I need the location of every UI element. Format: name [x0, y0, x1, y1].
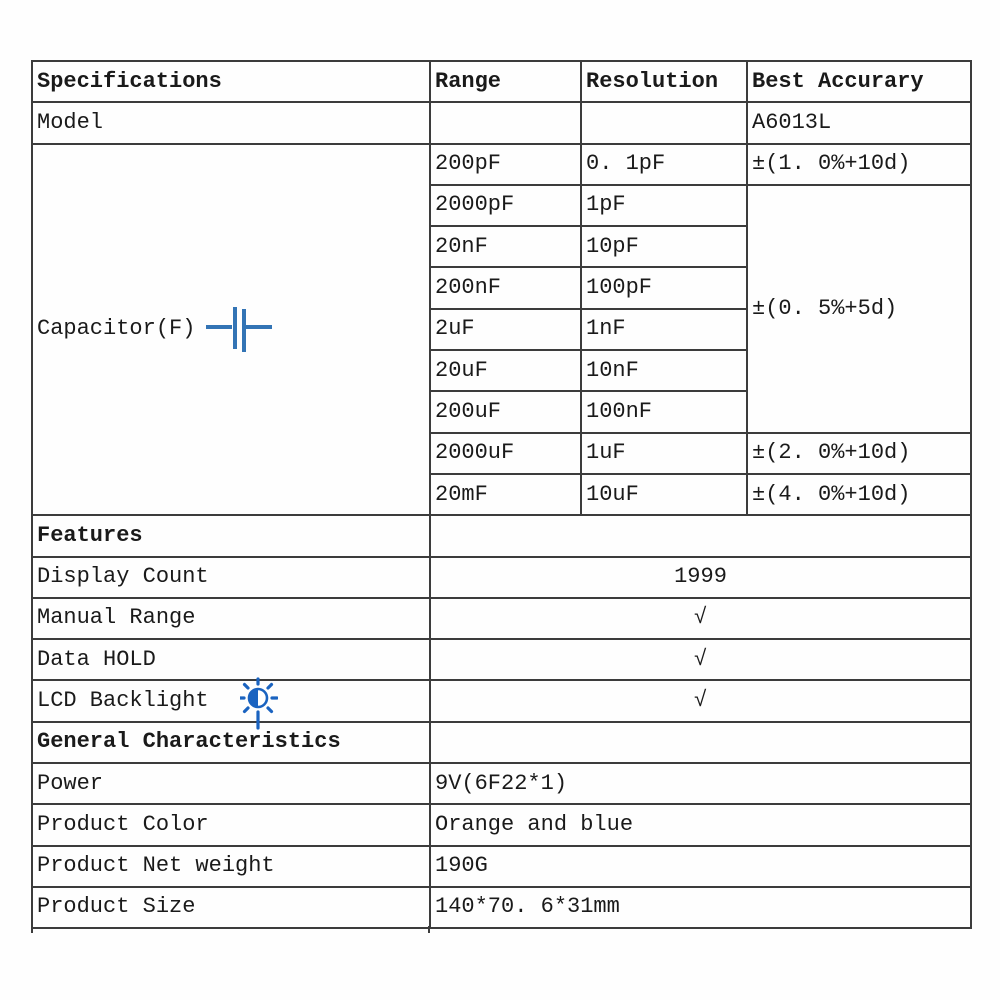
model-resolution-empty	[581, 102, 747, 143]
table-bottom-stub-line	[31, 926, 33, 933]
range-cell: 200nF	[430, 267, 581, 308]
range-cell: 20mF	[430, 474, 581, 515]
general-section-empty	[430, 722, 971, 763]
resolution-cell: 1nF	[581, 309, 747, 350]
resolution-cell: 10nF	[581, 350, 747, 391]
range-cell: 2000pF	[430, 185, 581, 226]
feature-label: LCD Backlight	[32, 680, 430, 721]
feature-row	[32, 639, 971, 680]
general-label: Power	[32, 763, 430, 804]
capacitor-label-cell	[32, 144, 430, 516]
range-cell: 200pF	[430, 144, 581, 185]
features-section-title: Features	[32, 515, 430, 556]
model-value: A6013L	[747, 102, 971, 143]
col-header-resolution: Resolution	[581, 61, 747, 102]
range-cell: 20uF	[430, 350, 581, 391]
col-header-range: Range	[430, 61, 581, 102]
range-cell: 200uF	[430, 391, 581, 432]
general-value: Orange and blue	[430, 804, 971, 845]
general-label: Product Net weight	[32, 846, 430, 887]
feature-value-checkmark: √	[430, 680, 971, 721]
capacitor-row	[32, 144, 971, 185]
resolution-cell: 10uF	[581, 474, 747, 515]
general-value: 190G	[430, 846, 971, 887]
col-header-specifications: Specifications	[32, 61, 430, 102]
general-row	[32, 887, 971, 928]
features-section-empty	[430, 515, 971, 556]
range-cell: 2uF	[430, 309, 581, 350]
general-label: Product Color	[32, 804, 430, 845]
resolution-cell: 0. 1pF	[581, 144, 747, 185]
feature-value: 1999	[430, 557, 971, 598]
general-section-title: General Characteristics	[32, 722, 430, 763]
feature-row	[32, 680, 971, 721]
model-row	[32, 102, 971, 143]
capacitor-label: Capacitor(F)	[37, 316, 196, 342]
feature-value-checkmark: √	[430, 598, 971, 639]
range-cell: 20nF	[430, 226, 581, 267]
general-value: 140*70. 6*31mm	[430, 887, 971, 928]
feature-label: Data HOLD	[32, 639, 430, 680]
resolution-cell: 100pF	[581, 267, 747, 308]
resolution-cell: 1pF	[581, 185, 747, 226]
accuracy-cell: ±(1. 0%+10d)	[747, 144, 971, 185]
general-value: 9V(6F22*1)	[430, 763, 971, 804]
resolution-cell: 10pF	[581, 226, 747, 267]
model-label: Model	[32, 102, 430, 143]
general-row	[32, 763, 971, 804]
accuracy-cell: ±(4. 0%+10d)	[747, 474, 971, 515]
general-row	[32, 804, 971, 845]
feature-row	[32, 557, 971, 598]
feature-value-checkmark: √	[430, 639, 971, 680]
feature-row	[32, 598, 971, 639]
resolution-cell: 100nF	[581, 391, 747, 432]
accuracy-cell: ±(2. 0%+10d)	[747, 433, 971, 474]
features-section-row	[32, 515, 971, 556]
general-row	[32, 846, 971, 887]
model-range-empty	[430, 102, 581, 143]
table-header-row	[32, 61, 971, 102]
general-label: Product Size	[32, 887, 430, 928]
range-cell: 2000uF	[430, 433, 581, 474]
col-header-best-accuracy: Best Accurary	[747, 61, 971, 102]
specifications-table	[31, 60, 972, 929]
accuracy-cell-merged: ±(0. 5%+5d)	[747, 185, 971, 433]
feature-label: Display Count	[32, 557, 430, 598]
feature-label: Manual Range	[32, 598, 430, 639]
general-section-row	[32, 722, 971, 763]
table-bottom-stub-line	[428, 926, 430, 933]
resolution-cell: 1uF	[581, 433, 747, 474]
